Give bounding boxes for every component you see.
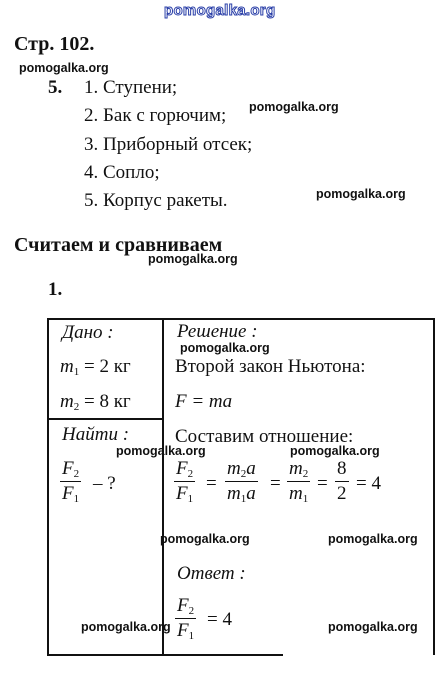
watermark-text: pomogalka.org [249,100,339,114]
table-top-border [47,318,434,320]
ratio-text: Составим отношение: [175,426,354,447]
watermark-text: pomogalka.org [328,620,418,634]
watermark-text: pomogalka.org [316,187,406,201]
task-number: 5. [48,77,63,98]
list-item: 5. Корпус ракеты. [84,190,228,211]
watermark-text: pomogalka.org [81,620,171,634]
answer-fraction: $F_2$ $F_1$ [177,595,195,642]
given-label: Дано : [62,322,114,343]
ratio-8-2: 8 2 [337,458,347,504]
section-title: Считаем и сравниваем [14,234,223,256]
given-find-divider [47,418,163,420]
table-left-border [47,318,49,655]
watermark-text: pomogalka.org [180,341,270,355]
watermark-text: pomogalka.org [19,61,109,75]
given-m2: $m_2 = 8$ кг [60,391,131,413]
answer-label: Ответ : [177,563,246,584]
watermark-text: pomogalka.org [116,444,206,458]
answer-value: = 4 [207,609,232,630]
watermark-text: pomogalka.org [328,532,418,546]
page-heading: Стр. 102. [14,33,95,55]
watermark-text: pomogalka.org [148,252,238,266]
find-label: Найти : [62,424,130,445]
list-item: 2. Бак с горючим; [84,105,227,126]
table-divider [162,318,164,655]
list-item: 4. Сопло; [84,162,160,183]
find-fraction: $F_2$ $F_1$ [62,458,80,505]
ratio-m2-m1: $m_2$ $m_1$ [289,458,309,505]
table-bottom-border [47,654,283,656]
equals-sign: = [206,473,217,494]
list-item: 1. Ступени; [84,77,178,98]
top-watermark: pomogalka.org [164,2,276,19]
ratio-m2a-m1a: $m_2a$ $m_1a$ [227,458,256,505]
formula: F = ma [175,391,233,412]
table-right-border [433,318,435,655]
equals-sign: = [270,473,281,494]
list-item: 3. Приборный отсек; [84,134,253,155]
newton-law-text: Второй закон Ньютона: [175,356,366,377]
given-m1: $m_1 = 2$ кг [60,356,131,378]
watermark-text: pomogalka.org [160,532,250,546]
ratio-result: = 4 [356,473,381,494]
task-number: 1. [48,279,63,300]
find-question: – ? [93,473,116,494]
solution-label: Решение : [177,321,258,342]
watermark-text: pomogalka.org [290,444,380,458]
equals-sign: = [317,473,328,494]
ratio-f2-f1: $F_2$ $F_1$ [176,458,194,505]
